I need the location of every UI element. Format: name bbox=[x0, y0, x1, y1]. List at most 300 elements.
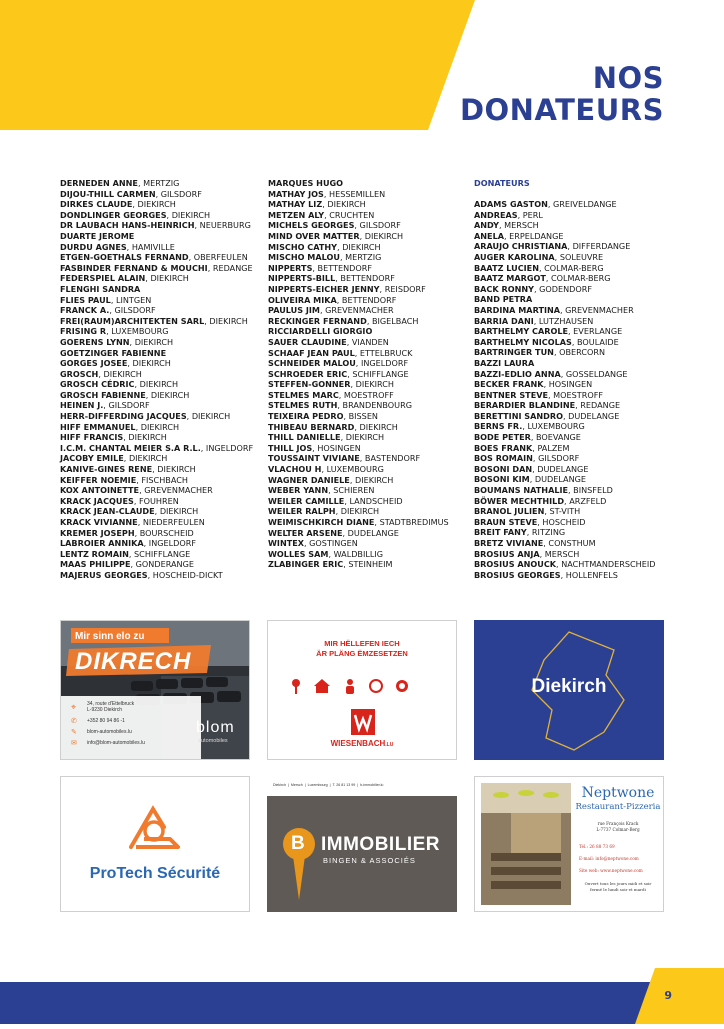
donor-location: , SCHIFFLANGE bbox=[128, 548, 191, 559]
donor-entry bbox=[474, 231, 674, 242]
donor-entry bbox=[268, 538, 468, 549]
donor-entry bbox=[268, 390, 468, 401]
percent-icon bbox=[370, 680, 382, 692]
donor-entry bbox=[60, 242, 260, 253]
donor-location: , DIEKIRCH bbox=[204, 315, 248, 326]
donor-entry bbox=[474, 284, 674, 295]
donor-name: GOETZINGER FABIENNE bbox=[60, 347, 167, 358]
donors-heading: DONATEURS bbox=[474, 178, 530, 188]
donor-name: WEILER RALPH bbox=[268, 506, 336, 517]
donor-location: , HAMIVILLE bbox=[126, 241, 175, 252]
donor-name: STELMES RUTH bbox=[268, 400, 338, 411]
donor-entry bbox=[474, 474, 674, 485]
donor-entry bbox=[474, 347, 674, 358]
donor-name: SCHNEIDER MALOU bbox=[268, 358, 356, 369]
donor-location: , BOURSCHEID bbox=[134, 527, 194, 538]
donor-location: , NACHTMANDERSCHEID bbox=[556, 559, 656, 570]
donor-name: BRETZ VIVIANE bbox=[474, 538, 544, 548]
donor-name: BARTHELMY CAROLE bbox=[474, 326, 569, 337]
wiesenbach-logo-suffix: .LU bbox=[385, 742, 394, 748]
title-line-1: NOS bbox=[592, 61, 664, 95]
donor-entry bbox=[60, 400, 260, 411]
donor-name: BERNS FR. bbox=[474, 421, 523, 432]
donor-name: FLENGHI SANDRA bbox=[60, 283, 141, 294]
wiesenbach-line-1: MIR HËLLEFEN IECH bbox=[324, 639, 400, 648]
donor-name: LABROIER ANNIKA bbox=[60, 538, 144, 549]
donor-entry bbox=[268, 273, 468, 284]
donor-entry bbox=[474, 252, 674, 263]
donor-location: , GILSDORF bbox=[109, 305, 156, 316]
donor-list-column-2 bbox=[268, 178, 468, 570]
page-number: 9 bbox=[664, 989, 672, 1002]
donor-location: , DIEKIRCH bbox=[350, 379, 394, 390]
donor-entry bbox=[474, 337, 674, 348]
donor-location: , DUDELANGE bbox=[532, 463, 589, 474]
donor-name: BACK RONNY bbox=[474, 283, 534, 294]
donor-location: , REISDORF bbox=[379, 283, 426, 294]
donor-entry bbox=[60, 337, 260, 348]
donor-location: , BASTENDORF bbox=[359, 453, 421, 464]
donor-entry bbox=[474, 390, 674, 401]
donor-entry bbox=[268, 432, 468, 443]
donor-name: I.C.M. CHANTAL MEIER S.A R.L. bbox=[60, 442, 201, 453]
donor-location: , HOSCHEID bbox=[537, 516, 586, 527]
donor-name: ETGEN-GOETHALS FERNAND bbox=[60, 252, 189, 263]
donor-name: MATHAY LIZ bbox=[268, 199, 323, 210]
donor-location: , EVERLANGE bbox=[568, 326, 623, 337]
donor-location: , GREIVELDANGE bbox=[547, 199, 617, 209]
donor-name: SCHROEDER ERIC bbox=[268, 368, 348, 379]
donor-entry bbox=[268, 496, 468, 507]
donor-location: , NEUERBURG bbox=[194, 220, 251, 231]
restaurant-photo bbox=[481, 783, 571, 905]
donor-location: , ERPELDANGE bbox=[504, 230, 564, 241]
donor-location: , ARZFELD bbox=[564, 495, 607, 506]
diekirch-ad bbox=[474, 620, 664, 760]
donor-name: KEIFFER NOEMIE bbox=[60, 474, 137, 485]
donor-entry bbox=[60, 559, 260, 570]
donor-name: BAATZ LUCIEN bbox=[474, 262, 539, 273]
donor-name: FASBINDER FERNAND & MOUCHI bbox=[60, 262, 208, 273]
donor-location: , BINSFELD bbox=[568, 485, 613, 496]
donor-name: NIPPERTS-EICHER JENNY bbox=[268, 283, 380, 294]
immobilier-topbar: Diekirch | Mersch | Luxembourg | T. 26 81 13 99 | b-immobilier.lu bbox=[273, 783, 384, 787]
donor-name: GORGES JOSEE bbox=[60, 358, 128, 369]
donor-location: , STEINHEIM bbox=[343, 559, 393, 570]
donor-name: WINTEX bbox=[268, 538, 305, 549]
donor-location: , NIEDERFEULEN bbox=[137, 517, 205, 527]
donor-entry bbox=[60, 506, 260, 517]
donor-location: , PERL bbox=[517, 209, 543, 220]
donor-name: ANDREAS bbox=[474, 209, 518, 220]
donor-name: PAULUS JIM bbox=[268, 305, 320, 316]
donor-name: KOX ANTOINETTE bbox=[60, 485, 140, 496]
donor-location: , ST-VITH bbox=[544, 506, 581, 517]
donor-entry bbox=[268, 231, 468, 242]
donor-entry bbox=[268, 549, 468, 560]
donor-name: BRAUN STEVE bbox=[474, 516, 538, 527]
donor-entry bbox=[268, 475, 468, 486]
donor-entry bbox=[60, 326, 260, 337]
donor-entry bbox=[60, 485, 260, 496]
donor-entry bbox=[474, 294, 674, 305]
donor-location: , DIEKIRCH bbox=[98, 368, 142, 379]
person-icon bbox=[346, 679, 354, 694]
donor-entry bbox=[474, 305, 674, 316]
donor-entry bbox=[60, 453, 260, 464]
donor-location: , DIEKIRCH bbox=[132, 199, 176, 210]
donor-location: , DUDELANGE bbox=[563, 410, 620, 421]
donor-location: , BRANDENBOURG bbox=[337, 400, 412, 411]
donor-location: , GODENDORF bbox=[533, 283, 593, 294]
donor-name: SAUER CLAUDINE bbox=[268, 336, 347, 347]
blom-banner-text: Mir sinn elo zu bbox=[75, 631, 145, 642]
donor-entry bbox=[474, 358, 674, 369]
donor-name: VLACHOU H bbox=[268, 464, 322, 475]
donor-name: BROSIUS GEORGES bbox=[474, 569, 561, 580]
donor-entry bbox=[268, 199, 468, 210]
donor-name: FREI(RAUM)ARCHITEKTEN SARL bbox=[60, 315, 205, 326]
donor-entry bbox=[474, 453, 674, 464]
blom-email: info@blom-automobiles.lu bbox=[87, 740, 145, 746]
donor-entry bbox=[268, 252, 468, 263]
blom-automobiles-ad bbox=[60, 620, 250, 760]
donor-name: BOSONI DAN bbox=[474, 463, 533, 474]
donor-entry bbox=[60, 369, 260, 380]
donor-location: , DIEKIRCH bbox=[340, 432, 385, 443]
donor-location: , SCHIFFLANGE bbox=[347, 368, 409, 379]
page-title bbox=[460, 62, 664, 126]
donor-location: , DIEKIRCH bbox=[135, 421, 180, 432]
donor-location: , BIGELBACH bbox=[366, 315, 419, 326]
donor-entry bbox=[60, 517, 260, 528]
donor-entry bbox=[474, 263, 674, 274]
donor-entry bbox=[268, 337, 468, 348]
neptwone-address-1: rue François Krack bbox=[597, 821, 639, 826]
donor-name: DIJOU-THILL CARMEN bbox=[60, 188, 156, 199]
donor-entry bbox=[60, 295, 260, 306]
wiesenbach-logo-name: WIESENBACH bbox=[330, 739, 386, 748]
donor-location: , OBERFEULEN bbox=[188, 252, 248, 263]
donor-name: BOES FRANK bbox=[474, 442, 533, 453]
donor-entry bbox=[268, 422, 468, 433]
donor-entry bbox=[474, 316, 674, 327]
donor-entry bbox=[474, 369, 674, 380]
donor-location: , MERSCH bbox=[499, 220, 539, 231]
donor-entry bbox=[268, 400, 468, 411]
donor-name: WEIMISCHKIRCH DIANE bbox=[268, 517, 375, 527]
donor-location: , DIEKIRCH bbox=[134, 379, 179, 390]
donor-name: MISCHO CATHY bbox=[268, 241, 338, 252]
donor-name: KREMER JOSEPH bbox=[60, 527, 135, 538]
donor-location: , INGELDORF bbox=[143, 538, 197, 549]
donor-entry bbox=[268, 485, 468, 496]
donor-entry bbox=[60, 220, 260, 231]
donor-name: BOSONI KIM bbox=[474, 474, 530, 485]
donor-name: BODE PETER bbox=[474, 432, 531, 443]
donor-name: GOERENS LYNN bbox=[60, 336, 130, 347]
donor-location: , INGELDORF bbox=[355, 358, 409, 369]
wiesenbach-logo-icon bbox=[351, 709, 375, 735]
donor-location: , REDANGE bbox=[575, 400, 621, 411]
donor-name: AUGER KAROLINA bbox=[474, 251, 555, 262]
donor-entry bbox=[60, 390, 260, 401]
donor-name: HIFF EMMANUEL bbox=[60, 421, 136, 432]
donor-name: TOUSSAINT VIVIANE bbox=[268, 453, 360, 464]
donor-location: , DIEKIRCH bbox=[349, 474, 394, 485]
donor-entry bbox=[474, 210, 674, 221]
donor-entry bbox=[60, 528, 260, 539]
donor-location: , GOSSELDANGE bbox=[560, 368, 628, 379]
donor-name: DERNEDEN ANNE bbox=[60, 178, 138, 188]
donor-location: , DIEKIRCH bbox=[186, 411, 231, 422]
donor-location: , BOEVANGE bbox=[530, 432, 581, 443]
donor-name: DR LAUBACH HANS-HEINRICH bbox=[60, 220, 195, 231]
donor-name: FEDERSPIEL ALAIN bbox=[60, 273, 146, 284]
donor-location: , CRUCHTEN bbox=[324, 209, 375, 220]
donor-entry bbox=[60, 549, 260, 560]
blom-address-line-2: L-9230 Diekirch bbox=[87, 707, 123, 713]
immobilier-logo-letter: B bbox=[291, 833, 305, 854]
b-immobilier-ad bbox=[267, 776, 457, 912]
donor-location: , LUXEMBOURG bbox=[522, 421, 585, 432]
donor-location: , DIEKIRCH bbox=[354, 421, 398, 432]
donor-entry bbox=[60, 348, 260, 359]
location-icon: ⌖ bbox=[71, 702, 77, 712]
donor-entry bbox=[60, 178, 260, 189]
donor-name: ANDY bbox=[474, 220, 500, 231]
donor-location: , DIFFERDANGE bbox=[567, 241, 631, 252]
donor-entry bbox=[474, 400, 674, 411]
donor-location: , CONSTHUM bbox=[543, 538, 596, 548]
neptwone-hours-2: fermé le lundi soir et mardi bbox=[590, 886, 646, 892]
donor-name: WOLLES SAM bbox=[268, 548, 329, 559]
donor-entry bbox=[474, 220, 674, 231]
donor-name: BROSIUS ANOUCK bbox=[474, 559, 557, 570]
neptwone-hours-1: Ouvert tous les jours midi et soir bbox=[584, 881, 652, 886]
donor-name: THILL JOS bbox=[268, 442, 313, 453]
donor-entry bbox=[60, 252, 260, 263]
donor-entry bbox=[60, 443, 260, 454]
donor-entry bbox=[474, 443, 674, 454]
donor-entry bbox=[474, 496, 674, 507]
donor-entry bbox=[474, 559, 674, 570]
donor-name: SCHAAF JEAN PAUL bbox=[268, 347, 355, 358]
donor-location: , INGELDORF bbox=[200, 442, 254, 453]
donor-location: , GREVENMACHER bbox=[319, 305, 394, 316]
donor-name: BRANOL JULIEN bbox=[474, 506, 545, 517]
donor-location: , STADTBREDIMUS bbox=[374, 517, 449, 527]
donor-entry bbox=[474, 411, 674, 422]
donor-entry bbox=[474, 485, 674, 496]
donor-entry bbox=[268, 295, 468, 306]
donor-name: MAAS PHILIPPE bbox=[60, 559, 131, 570]
donor-location: , COLMAR-BERG bbox=[545, 273, 611, 284]
donor-name: KRACK JACQUES bbox=[60, 495, 134, 506]
donor-name: RICCIARDELLI GIORGIO bbox=[268, 326, 373, 337]
donor-entry bbox=[268, 369, 468, 380]
donor-entry bbox=[268, 411, 468, 422]
blom-phone: +352 80 94 86 -1 bbox=[87, 718, 125, 724]
donor-location: , BOULAIDE bbox=[571, 336, 619, 347]
donor-name: BAZZI LAURA bbox=[474, 357, 535, 368]
donor-entry bbox=[474, 432, 674, 443]
donor-entry bbox=[60, 316, 260, 327]
donor-entry bbox=[474, 538, 674, 549]
donor-location: , SCHIEREN bbox=[328, 485, 375, 496]
donor-location: , FOUHREN bbox=[133, 495, 179, 506]
topbar-luxembourg: Luxembourg bbox=[307, 783, 328, 787]
donor-entry bbox=[60, 210, 260, 221]
donor-name: FRANCK A. bbox=[60, 305, 110, 316]
donor-name: GROSCH bbox=[60, 368, 99, 379]
donor-entry bbox=[60, 273, 260, 284]
donor-location: , DIEKIRCH bbox=[322, 199, 366, 210]
donor-location: , RITZING bbox=[526, 527, 566, 538]
donor-entry bbox=[60, 538, 260, 549]
donor-location: , DIEKIRCH bbox=[123, 432, 167, 443]
donor-name: BREIT FANY bbox=[474, 527, 527, 538]
neptwone-name: Neptwone bbox=[581, 785, 655, 801]
donor-name: OLIVEIRA MIKA bbox=[268, 294, 337, 305]
title-line-2: DONATEURS bbox=[459, 93, 664, 127]
donor-name: BECKER FRANK bbox=[474, 379, 544, 390]
immobilier-name: IMMOBILIER bbox=[321, 834, 440, 855]
wiesenbach-ad bbox=[267, 620, 457, 760]
donor-location: , VIANDEN bbox=[346, 336, 389, 347]
donor-location: , OBERCORN bbox=[553, 347, 606, 358]
donor-entry bbox=[474, 421, 674, 432]
donor-name: BARTRINGER TUN bbox=[474, 347, 554, 358]
donor-location: , FISCHBACH bbox=[136, 474, 188, 485]
donor-name: FLIES PAUL bbox=[60, 294, 111, 305]
topbar-website: b-immobilier.lu bbox=[360, 783, 384, 787]
donor-entry bbox=[268, 528, 468, 539]
donor-location: , MERSCH bbox=[539, 548, 580, 559]
donor-name: ANELA bbox=[474, 230, 504, 241]
donor-entry bbox=[268, 348, 468, 359]
donor-name: ZLABINGER ERIC bbox=[268, 559, 344, 570]
donor-location: , MERTZIG bbox=[339, 252, 382, 263]
bottom-decorative-band bbox=[0, 968, 724, 1024]
donor-entry bbox=[60, 305, 260, 316]
donor-location: , DIEKIRCH bbox=[335, 506, 380, 517]
donor-entry bbox=[60, 422, 260, 433]
donor-location: , DIEKIRCH bbox=[152, 464, 196, 475]
donor-entry bbox=[268, 506, 468, 517]
donor-entry bbox=[268, 284, 468, 295]
donor-location: , HESSEMILLEN bbox=[323, 188, 386, 199]
donor-entry bbox=[60, 189, 260, 200]
donor-location: , DIEKIRCH bbox=[145, 389, 190, 400]
donor-location: , GILSDORF bbox=[354, 220, 401, 231]
donor-entry bbox=[60, 570, 260, 581]
donor-name: WEBER YANN bbox=[268, 485, 329, 496]
donor-entry bbox=[474, 506, 674, 517]
house-icon bbox=[314, 679, 330, 693]
donor-entry bbox=[268, 220, 468, 231]
donor-location: , DIEKIRCH bbox=[145, 273, 189, 284]
neptwone-ad bbox=[474, 776, 664, 912]
donor-entry bbox=[60, 475, 260, 486]
donor-name: MISCHO MALOU bbox=[268, 252, 340, 263]
donor-name: THIBEAU BERNARD bbox=[268, 421, 355, 432]
donor-name: BARDINA MARTINA bbox=[474, 304, 561, 315]
wiesenbach-line-2: ÄR PLÄNG ËMZESETZEN bbox=[316, 649, 408, 658]
donor-name: BENTNER STEVE bbox=[474, 389, 549, 400]
donor-name: HIFF FRANCIS bbox=[60, 432, 124, 443]
donor-entry bbox=[474, 570, 674, 581]
donor-entry bbox=[268, 453, 468, 464]
diekirch-name: Diekirch bbox=[531, 676, 607, 697]
donor-location: , DIEKIRCH bbox=[127, 358, 171, 369]
protech-name: ProTech Sécurité bbox=[89, 865, 221, 882]
donor-location: , MOESTROFF bbox=[548, 389, 604, 400]
donor-name: RECKINGER FERNAND bbox=[268, 315, 367, 326]
donor-entry bbox=[474, 326, 674, 337]
donor-location: , HOSCHEID-DICKT bbox=[147, 569, 223, 580]
donor-name: HEINEN J. bbox=[60, 400, 104, 411]
donor-entry bbox=[474, 379, 674, 390]
donor-location: , REDANGE bbox=[207, 262, 253, 273]
donor-location: , HOSINGEN bbox=[312, 442, 361, 453]
topbar-diekirch: Diekirch bbox=[273, 783, 286, 787]
key-icon bbox=[292, 679, 300, 694]
donor-list-column-1 bbox=[60, 178, 260, 581]
donor-location: , BETTENDORF bbox=[336, 294, 397, 305]
donor-location: , GOSTINGEN bbox=[304, 538, 358, 549]
topbar-mersch: Mersch bbox=[290, 783, 303, 787]
target-icon bbox=[396, 680, 408, 692]
donor-location: , LUTZHAUSEN bbox=[533, 315, 594, 326]
neptwone-address-2: L-7737 Colmar-Berg bbox=[596, 827, 640, 832]
blom-website: blom-automobiles.lu bbox=[87, 729, 132, 735]
donor-entry bbox=[60, 411, 260, 422]
donor-name: ADAMS GASTON bbox=[474, 199, 548, 209]
donor-entry bbox=[268, 189, 468, 200]
donor-name: KRACK VIVIANNE bbox=[60, 517, 138, 527]
blom-logo-sub: automobiles bbox=[198, 738, 228, 744]
donor-entry bbox=[474, 464, 674, 475]
donor-name: METZEN ALY bbox=[268, 209, 325, 220]
donor-name: MARQUES HUGO bbox=[268, 178, 344, 188]
donor-location: , PALZEM bbox=[532, 442, 570, 453]
donor-entry bbox=[474, 241, 674, 252]
blom-address-line-1: 34, route d'Ettelbruck bbox=[87, 701, 135, 707]
donor-name: TEIXEIRA PEDRO bbox=[268, 411, 344, 422]
donor-entry bbox=[268, 379, 468, 390]
neptwone-tel: Tél.: 26 88 73 69 bbox=[579, 844, 615, 849]
donor-location: , GONDERANGE bbox=[130, 559, 194, 570]
donor-name: MAJERUS GEORGES bbox=[60, 569, 148, 580]
donor-entry bbox=[60, 464, 260, 475]
donor-location: , GILSDORF bbox=[103, 400, 150, 411]
donor-entry bbox=[268, 326, 468, 337]
donor-location: , DIEKIRCH bbox=[359, 230, 404, 241]
donor-entry bbox=[474, 199, 674, 210]
donor-location: , WALDBILLIG bbox=[328, 548, 384, 559]
donor-location: , HOLLENFELS bbox=[560, 569, 618, 580]
donor-location: , DUDELANGE bbox=[529, 474, 587, 485]
donor-location: , ETTELBRUCK bbox=[354, 347, 413, 358]
donor-name: NIPPERTS bbox=[268, 262, 313, 273]
donor-location: , MERTZIG bbox=[137, 178, 180, 188]
neptwone-email: E-mail: info@neptwone.com bbox=[579, 856, 639, 861]
donor-entry bbox=[268, 358, 468, 369]
donor-entry bbox=[268, 263, 468, 274]
blom-logo: blom bbox=[196, 719, 235, 736]
donor-entry bbox=[60, 358, 260, 369]
